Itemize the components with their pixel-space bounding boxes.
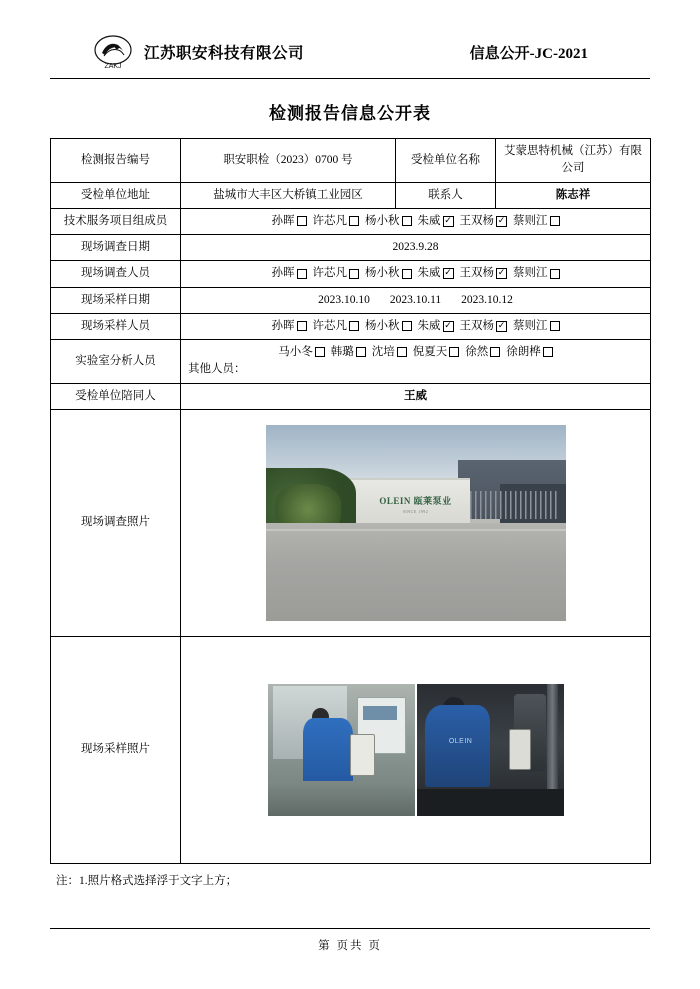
checkbox-icon[interactable] [402,321,412,331]
company-logo-icon [90,33,136,71]
person-name: 杨小秋 [365,267,400,280]
photo-floor-2 [417,789,564,815]
table-row [51,383,651,409]
person-name: 倪夏天 [412,346,448,358]
checkbox-icon[interactable] [402,269,412,279]
page-title: 检测报告信息公开表 [269,104,431,123]
sample-photo-left [268,684,415,816]
person-name: 蔡则江 [513,214,548,227]
client-address-label: 受检单位地址 [51,182,181,208]
photo-wall-logo [379,495,451,515]
table-row [51,139,651,183]
client-name-value: 艾蒙思特机械（江苏）有限公司 [496,139,651,183]
person-name: 孙晖 [271,214,295,227]
person-name: 朱威 [417,267,441,280]
lab-person-3 [413,346,460,358]
person-name: 孙晖 [271,267,295,280]
table-row-sample-photo [51,636,651,863]
checkbox-checked-icon[interactable] [496,216,507,227]
table-row [51,208,651,234]
table-row [51,340,651,384]
checkbox-icon[interactable] [402,216,412,226]
person-name: 马小冬 [278,346,313,358]
photo-wall-logo-text: OLEIN 瓯莱泵业 [379,496,452,507]
lab-person-5 [506,346,553,358]
checkbox-icon[interactable] [397,347,407,357]
sample-photo-cell [181,636,651,863]
company-name: 江苏职安科技有限公司 [144,45,305,62]
checkbox-icon[interactable] [297,321,307,331]
person-name: 蔡则江 [513,319,548,332]
lab-person-2 [372,346,407,358]
photo-detector-device [350,734,376,776]
survey-photo-image [266,425,566,621]
sample-date-label: 现场采样日期 [51,287,181,313]
report-no-value: 职安职检（2023）0700 号 [181,139,396,183]
person-name: 王双杨 [459,319,494,332]
table-row [51,235,651,261]
checkbox-icon[interactable] [356,347,366,357]
report-no-label: 检测报告编号 [51,139,181,183]
svg-text:ZAKJ: ZAKJ [104,63,122,70]
person-name: 许芯凡 [312,214,347,227]
survey-person-3 [418,267,454,279]
page-footer [50,928,650,953]
lab-person-0 [278,346,325,358]
table-row [51,261,651,287]
lab-people-cell [181,340,651,384]
checkbox-icon[interactable] [543,347,553,357]
sample-person-3 [418,320,454,332]
lab-person-4 [465,346,500,358]
contact-value: 陈志祥 [496,182,651,208]
survey-person-5 [513,267,560,279]
person-name: 许芯凡 [312,319,347,332]
survey-person-0 [272,267,307,279]
checkbox-icon[interactable] [449,347,459,357]
photo-fence [470,491,560,518]
photo-wall-logo-sub: SINCE 1992 [402,508,429,514]
checkbox-icon[interactable] [550,321,560,331]
checkbox-icon[interactable] [349,321,359,331]
checkbox-checked-icon[interactable] [443,268,454,279]
header-divider [50,78,650,79]
photo-worker [303,718,353,787]
table-row [51,287,651,313]
table-row-survey-photo [51,409,651,636]
lab-people-label: 实验室分析人员 [51,340,181,384]
checkbox-icon[interactable] [297,216,307,226]
survey-date-label: 现场调查日期 [51,235,181,261]
survey-date-value: 2023.9.28 [181,235,651,261]
photo-uniform-badge: OLEIN [448,737,473,745]
person-name: 沈培 [371,346,395,358]
client-address-value: 盐城市大丰区大桥镇工业园区 [181,182,396,208]
survey-person-1 [313,267,360,279]
sample-date-0: 2023.10.10 [318,293,370,306]
sample-person-0 [272,320,307,332]
sample-dates-cell [181,287,651,313]
person-name: 徐朗桦 [506,346,541,358]
checkbox-checked-icon[interactable] [443,321,454,332]
sample-people-cell [181,313,651,339]
footer-divider [50,928,650,929]
person-name: 许芯凡 [312,267,347,280]
team-member-4 [460,215,508,227]
team-member-3 [418,215,454,227]
photo-detector-device-2 [509,729,532,771]
table-note: 注：1.照片格式选择浮于文字上方； [56,874,238,887]
survey-photo-cell [181,409,651,636]
checkbox-checked-icon[interactable] [443,216,454,227]
person-name: 朱威 [417,214,441,227]
report-info-table [50,138,651,864]
survey-photo-label: 现场调查照片 [51,409,181,636]
sample-person-5 [513,320,560,332]
team-member-0 [272,215,307,227]
sample-person-1 [313,320,360,332]
photo-ground [266,523,566,621]
survey-person-2 [365,267,412,279]
checkbox-checked-icon[interactable] [496,321,507,332]
survey-people-cell [181,261,651,287]
page-number: 第 页共 页 [318,940,382,952]
checkbox-icon[interactable] [550,269,560,279]
person-name: 韩璐 [330,346,354,358]
contact-label: 联系人 [396,182,496,208]
client-name-label: 受检单位名称 [396,139,496,183]
table-row [51,313,651,339]
checkbox-icon[interactable] [490,347,500,357]
person-name: 朱威 [417,319,441,332]
person-name: 蔡则江 [513,267,548,280]
header-left [90,33,304,71]
person-name: 杨小秋 [365,214,400,227]
team-members-cell [181,208,651,234]
person-name: 王双杨 [459,214,494,227]
table-row [51,182,651,208]
accompany-value: 王威 [181,383,651,409]
sample-person-4 [460,320,508,332]
sample-date-1: 2023.10.11 [389,293,442,306]
person-name: 徐然 [465,346,489,358]
survey-people-label: 现场调查人员 [51,261,181,287]
page-header [50,26,650,78]
person-name: 王双杨 [459,267,494,280]
checkbox-icon[interactable] [297,269,307,279]
document-code: 信息公开-JC-2021 [469,45,588,62]
sample-photo-label: 现场采样照片 [51,636,181,863]
checkbox-icon[interactable] [349,269,359,279]
lab-person-1 [331,346,366,358]
sample-photo-right [417,684,564,816]
checkbox-checked-icon[interactable] [496,268,507,279]
team-member-2 [365,215,412,227]
team-label: 技术服务项目组成员 [51,208,181,234]
person-name: 杨小秋 [365,319,400,332]
survey-person-4 [460,267,508,279]
other-people-label: 其他人员： [188,363,246,376]
team-member-1 [313,215,360,227]
person-name: 孙晖 [271,319,295,332]
sample-person-2 [365,320,412,332]
checkbox-icon[interactable] [349,216,359,226]
team-member-5 [513,215,560,227]
accompany-label: 受检单位陪同人 [51,383,181,409]
photo-floor [268,781,415,815]
sample-date-2: 2023.10.12 [461,293,513,306]
checkbox-icon[interactable] [315,347,325,357]
sample-people-label: 现场采样人员 [51,313,181,339]
checkbox-icon[interactable] [550,216,560,226]
